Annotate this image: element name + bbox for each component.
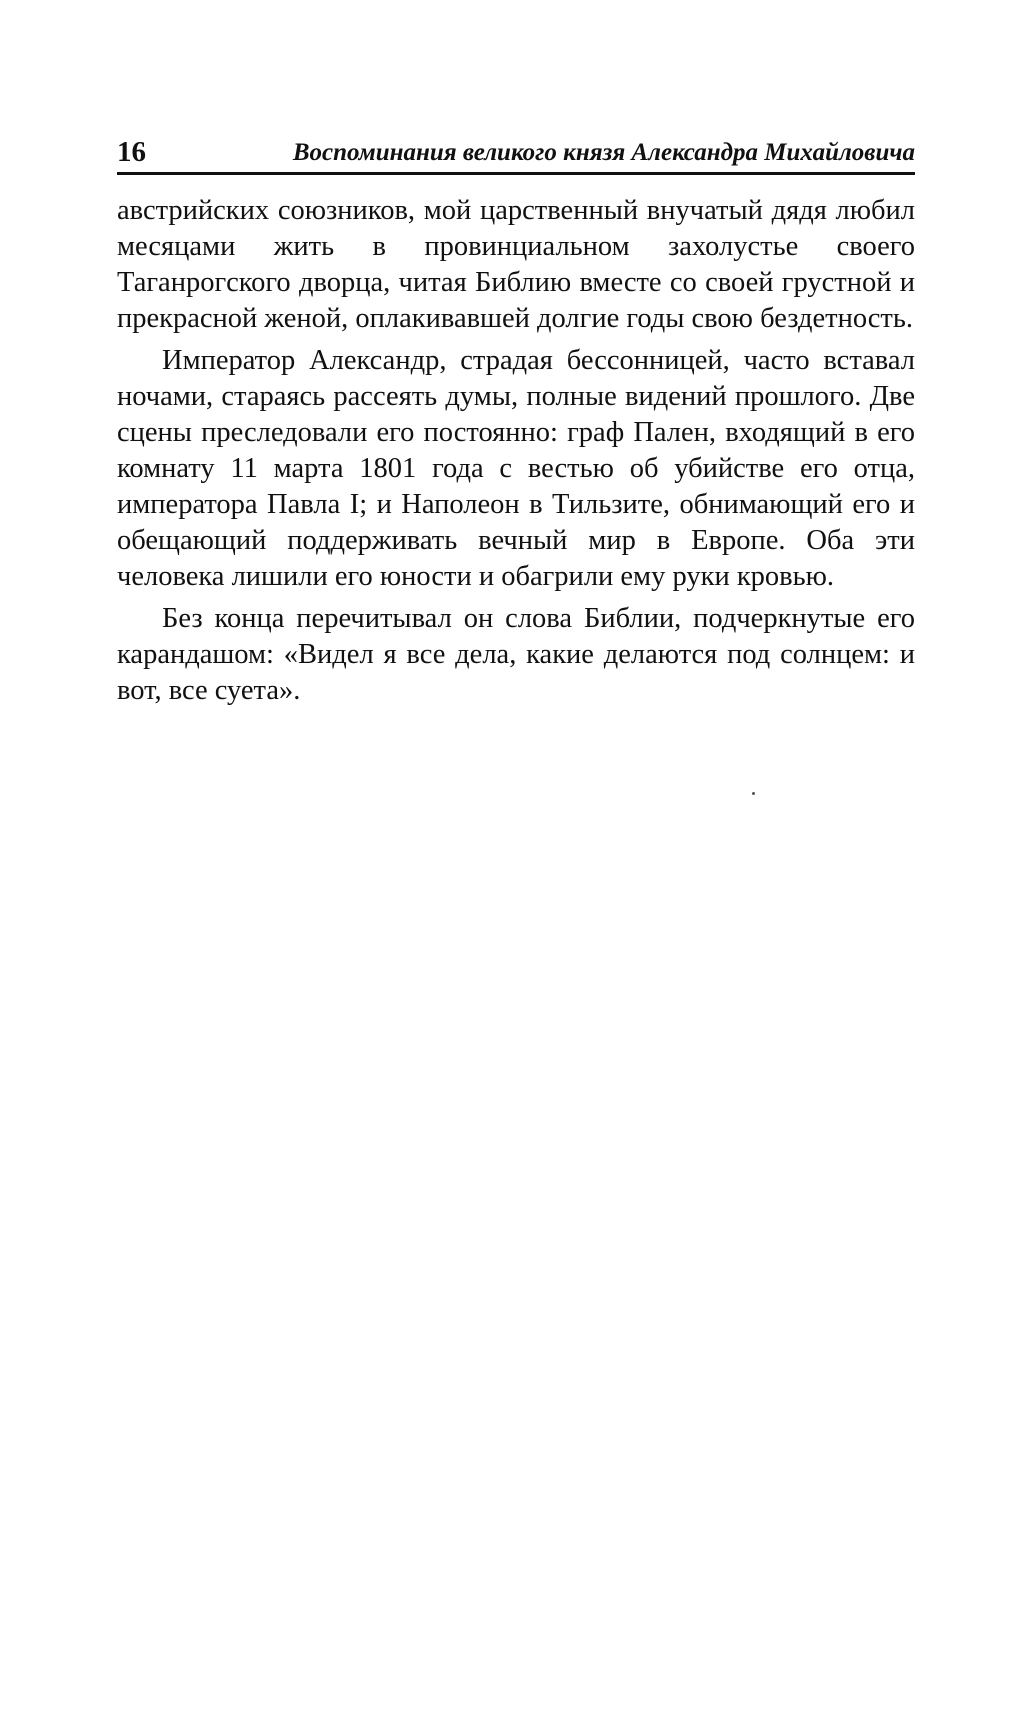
- running-title: Воспоминания великого князя Александра Михайловича: [292, 139, 915, 166]
- print-speck: [752, 792, 755, 795]
- body-text: [117, 193, 915, 715]
- page-number: 16: [117, 136, 146, 168]
- running-header: [117, 132, 915, 175]
- paragraph-3: Без конца перечитывал он слова Библии, подчеркнутые его карандашом: «Видел я все дела, какие делаются под солнцем: и вот, все суета».: [117, 603, 915, 706]
- paragraph-2: Император Александр, страдая бессонницей, часто вставал ночами, стараясь рассеять думы, полные видений прошлого. Две сцены преследовали его постоянно: граф Пален, входящий в его комнату 11 марта 1801 года с вестью об убийстве его отца, императора Павла I; и Наполеон в Тильзите, обнимающий его и обещающий поддерживать вечный мир в Европе. Оба эти человека лишили его юности и обагрили ему руки кровью.: [117, 345, 915, 592]
- paragraph-1: австрийских союзников, мой царственный внучатый дядя любил месяцами жить в провинциальном захолустье своего Таганрогского дворца, читая Библию вместе со своей грустной и прекрасной женой, оплакивавшей долгие годы свою бездетность.: [117, 195, 915, 334]
